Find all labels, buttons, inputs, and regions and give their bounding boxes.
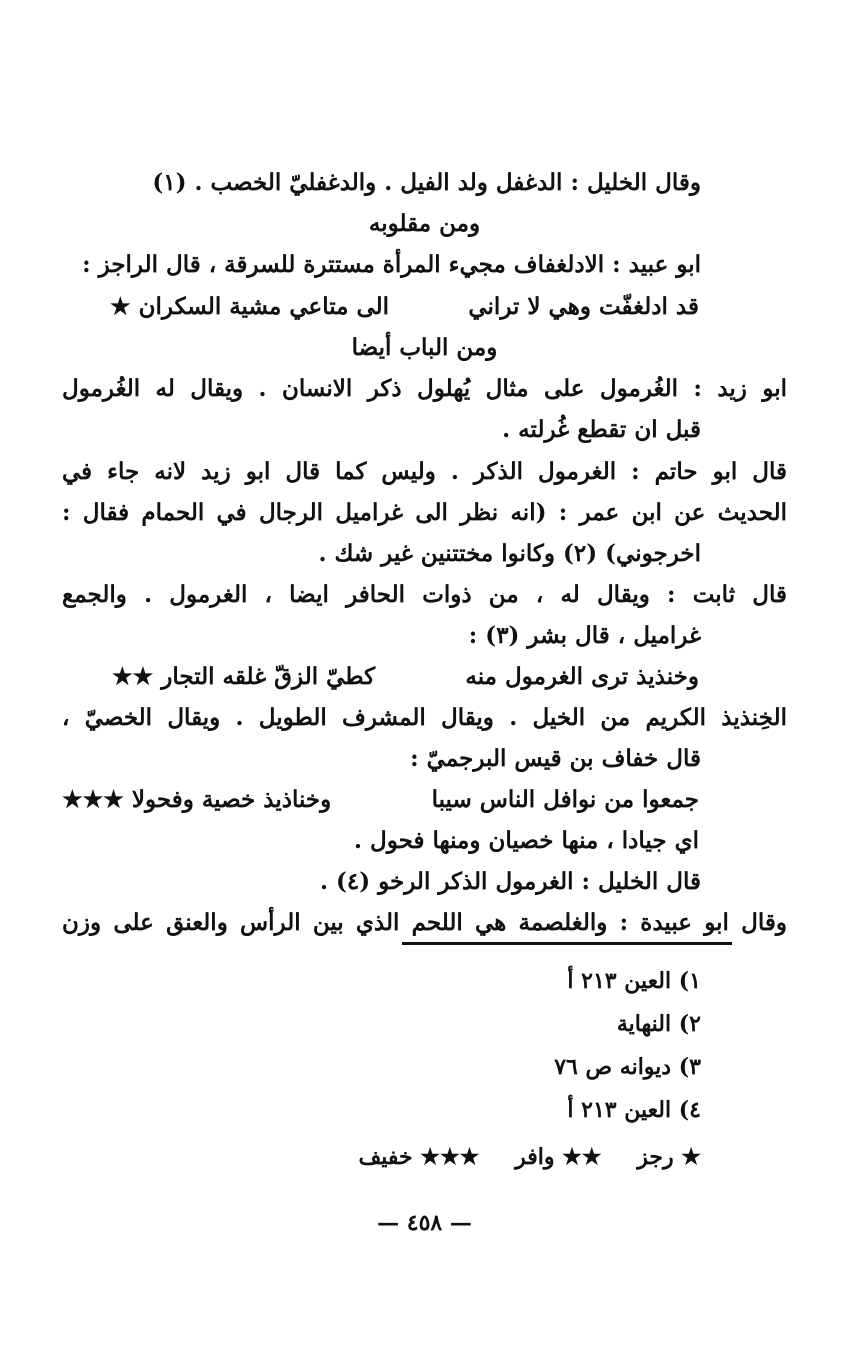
verse-hemistich-second: كطيّ الزقّ غلقه التجار ★★ [112,663,376,690]
section-heading: ومن مقلوبه [368,210,481,237]
text-line: قبل ان تقطع غُرلته . [502,416,701,443]
section-heading: ومن الباب أيضا [351,334,498,361]
footnote: ٤) العين ٢١٣ أ [567,1097,701,1123]
text-line: قال خفاف بن قيس البرجميّ : [410,745,701,772]
meter-legend-item: ★★★ خفيف [358,1144,480,1170]
verse-hemistich-first: قد ادلغفّت وهي لا تراني [468,293,699,320]
footnote: ١) العين ٢١٣ أ [567,968,701,994]
text-line: الحديث عن ابن عمر : (انه نظر الى غراميل الرجال في الحمام فقال : [62,499,787,526]
text-line: اي جيادا ، منها خصيان ومنها فحول . [354,827,699,854]
meter-legend [330,1140,701,1174]
page-number: — ٤٥٨ — [377,1210,472,1236]
text-line: قال ثابت : ويقال له ، من ذوات الحافر ايضا ، الغرمول . والجمع [62,581,787,608]
meter-legend-item: ★★ وافر [515,1144,602,1170]
text-line: قال الخليل : الغرمول الذكر الرخو (٤) . [319,868,701,895]
text-line: ابو عبيد : الادلغفاف مجيء المرأة مستترة للسرقة ، قال الراجز : [82,251,701,278]
text-line: وقال ابو عبيدة : والغلصمة هي اللحم الذي بين الرأس والعنق على وزن [62,909,787,936]
text-line: الخِنذيذ الكريم من الخيل . ويقال المشرف الطويل . ويقال الخصيّ ، [62,704,787,731]
footnote: ٢) النهاية [616,1011,701,1037]
text-line: ابو زيد : الغُرمول على مثال يُهلول ذكر الانسان . ويقال له الغُرمول [62,375,787,402]
footnote: ٣) ديوانه ص ٧٦ [554,1054,701,1080]
text-line: غراميل ، قال بشر (٣) : [468,622,701,649]
text-line: وقال الخليل : الدغفل ولد الفيل . والدغفليّ الخصب . (١) [152,169,701,196]
verse-hemistich-second: الى متاعي مشية السكران ★ [110,293,390,320]
meter-legend-item: ★ رجز [637,1144,701,1170]
verse-hemistich-second: وخناذيذ خصية وفحولا ★★★ [62,786,332,813]
footnote-divider [402,942,732,945]
text-line: اخرجوني) (٢) وكانوا مختتنين غير شك . [318,540,701,567]
verse-hemistich-first: جمعوا من نوافل الناس سيبا [431,786,699,813]
verse-hemistich-first: وخنذيذ ترى الغرمول منه [465,663,699,690]
text-line: قال ابو حاتم : الغرمول الذكر . وليس كما قال ابو زيد لانه جاء في [62,458,787,485]
